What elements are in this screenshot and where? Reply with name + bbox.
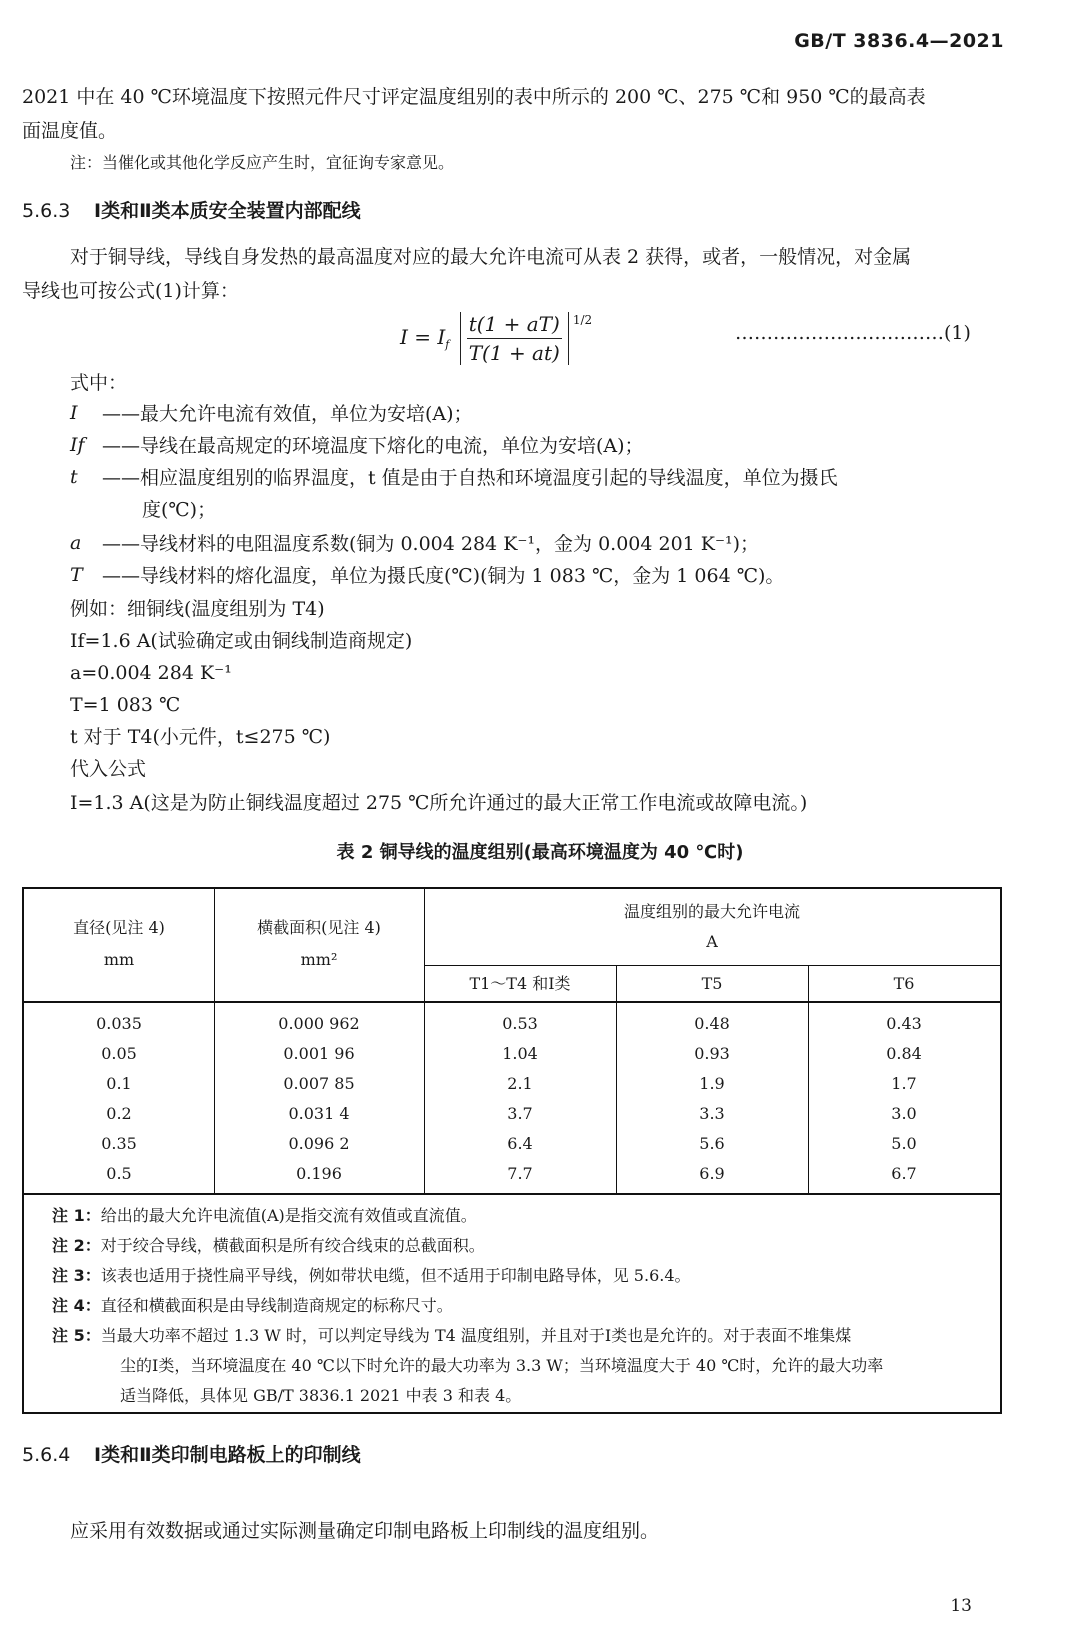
note-text: 对于绞合导线，横截面积是所有绞合线束的总截面积。 (100, 1236, 485, 1255)
note-label: 注 2： (52, 1236, 101, 1255)
intro-note: 注：当催化或其他化学反应产生时，宜征询专家意见。 (70, 153, 455, 172)
table-hline (24, 1001, 1000, 1003)
table-note-3 (52, 1261, 992, 1291)
formula-exponent: 1/2 (572, 313, 593, 327)
table-note-5-line-3: 适当降低，具体见 GB/T 3836.1 2021 中表 3 和表 4。 (120, 1386, 522, 1405)
table-cell: 0.48 (694, 1014, 730, 1033)
formula-fraction (460, 312, 569, 365)
table-note-5-line-2: 尘的Ⅰ类，当环境温度在 40 ℃以下时允许的最大功率为 3.3 W；当环境温度大于 40 ℃时，允许的最大功率 (120, 1356, 884, 1375)
table-cell: 2.1 (507, 1074, 533, 1093)
table-cell: 6.9 (699, 1164, 725, 1183)
table-cell: 0.000 962 (278, 1014, 360, 1033)
table-cell: 1.04 (502, 1044, 538, 1063)
note-text: 直径和横截面积是由导线制造商规定的标称尺寸。 (100, 1296, 453, 1315)
paragraph-line-2: 导线也可按公式(1)计算： (22, 280, 239, 302)
page-number: 13 (950, 1596, 972, 1616)
table-cell: 3.3 (699, 1104, 725, 1123)
table-cell: 0.001 96 (283, 1044, 355, 1063)
def-text-t-cont: 度(℃)； (142, 499, 217, 521)
table-cell: 0.35 (101, 1134, 137, 1153)
def-symbol-If: If (70, 434, 85, 456)
table-cell: 0.096 2 (288, 1134, 350, 1153)
example-line-3: a=0.004 284 K⁻¹ (70, 662, 232, 684)
table-2 (22, 887, 1002, 1414)
example-line-4: T=1 083 ℃ (70, 694, 181, 716)
table-cell: 5.0 (891, 1134, 917, 1153)
section-title: Ⅰ类和Ⅱ类印制电路板上的印制线 (94, 1444, 361, 1466)
table-note-4 (52, 1291, 992, 1321)
table-note-2 (52, 1231, 992, 1261)
intro-line-1: 2021 中在 40 ℃环境温度下按照元件尺寸评定温度组别的表中所示的 200 ℃、275 ℃和 950 ℃的最高表 (22, 86, 926, 108)
formula-1 (400, 312, 592, 365)
def-symbol-t: t (70, 466, 78, 488)
table-cell: 3.0 (891, 1104, 917, 1123)
table-cell: 0.05 (101, 1044, 137, 1063)
header-current: 温度组别的最大允许电流 (623, 902, 800, 921)
table-cell: 0.93 (694, 1044, 730, 1063)
def-symbol-a: a (70, 532, 82, 554)
where-label: 式中： (70, 372, 128, 394)
def-symbol-I: I (70, 402, 78, 424)
def-text-I: ——最大允许电流有效值，单位为安培(A)； (102, 403, 473, 425)
table-cell: 0.2 (106, 1104, 132, 1123)
table-2-title: 表 2 铜导线的温度组别(最高环境温度为 40 ℃时) (336, 842, 744, 863)
def-symbol-T: T (70, 564, 83, 586)
example-line-1: 例如：细铜线(温度组别为 T4) (70, 598, 325, 620)
table-cell: 0.196 (296, 1164, 342, 1183)
table-note-5 (52, 1321, 992, 1351)
note-text: 给出的最大允许电流值(A)是指交流有效值或直流值。 (100, 1206, 477, 1225)
table-cell: 7.7 (507, 1164, 533, 1183)
note-label: 注 1： (52, 1206, 101, 1225)
table-cell: 0.84 (886, 1044, 922, 1063)
formula-denominator: T(1 + at) (468, 341, 560, 365)
table-cell: 0.031 4 (288, 1104, 350, 1123)
def-text-If: ——导线在最高规定的环境温度下熔化的电流，单位为安培(A)； (102, 435, 644, 457)
header-diameter: 直径(见注 4) (73, 918, 165, 937)
example-line-6: 代入公式 (70, 758, 147, 780)
header-diameter-unit: mm (103, 950, 135, 969)
formula-lhs: I = I (400, 325, 446, 349)
section-title: Ⅰ类和Ⅱ类本质安全装置内部配线 (94, 200, 361, 222)
table-cell: 0.035 (96, 1014, 142, 1033)
table-cell: 1.9 (699, 1074, 725, 1093)
table-cell: 0.43 (886, 1014, 922, 1033)
note-text: 该表也适用于挠性扁平导线，例如带状电缆，但不适用于印制电路导体，见 5.6.4。 (100, 1266, 691, 1285)
table-cell: 3.7 (507, 1104, 533, 1123)
note-label: 注 3： (52, 1266, 101, 1285)
example-line-2: If=1.6 A(试验确定或由铜线制造商规定) (70, 630, 413, 652)
formula-numerator: t(1 + aT) (467, 312, 562, 339)
table-cell: 0.007 85 (283, 1074, 355, 1093)
formula-lhs-subscript: f (445, 338, 450, 351)
section-5-6-4-paragraph: 应采用有效数据或通过实际测量确定印制电路板上印制线的温度组别。 (70, 1520, 660, 1542)
section-number: 5.6.4 (22, 1444, 71, 1466)
table-cell: 0.1 (106, 1074, 132, 1093)
table-cell: 1.7 (891, 1074, 917, 1093)
table-cell: 6.4 (507, 1134, 533, 1153)
formula-number: ……………………………(1) (735, 322, 971, 344)
header-current-unit: A (706, 932, 718, 951)
note-text: 当最大功率不超过 1.3 W 时，可以判定导线为 T4 温度组别，并且对于Ⅰ类也是允许的。对于表面不堆集煤 (100, 1326, 852, 1345)
header-area: 横截面积(见注 4) (257, 918, 381, 937)
table-cell: 5.6 (699, 1134, 725, 1153)
table-hline (24, 1193, 1000, 1195)
example-line-5: t 对于 T4(小元件，t≤275 ℃) (70, 726, 331, 748)
section-5-6-4-heading (22, 1440, 361, 1467)
table-hline (424, 965, 1000, 966)
table-cell: 6.7 (891, 1164, 917, 1183)
def-text-T: ——导线材料的熔化温度，单位为摄氏度(℃)(铜为 1 083 ℃，金为 1 064 ℃)。 (102, 565, 785, 587)
section-5-6-3-heading (22, 196, 361, 223)
header-t5: T5 (701, 974, 723, 993)
table-cell: 0.5 (106, 1164, 132, 1183)
table-cell: 0.53 (502, 1014, 538, 1033)
standard-code: GB/T 3836.4—2021 (794, 30, 1004, 52)
note-label: 注 5： (52, 1326, 101, 1345)
header-t1-t4: T1～T4 和Ⅰ类 (469, 974, 571, 993)
section-number: 5.6.3 (22, 200, 71, 222)
header-area-unit: mm² (300, 950, 338, 969)
def-text-t: ——相应温度组别的临界温度，t 值是由于自热和环境温度引起的导线温度，单位为摄氏 (102, 467, 838, 489)
example-line-7: I=1.3 A(这是为防止铜线温度超过 275 ℃所允许通过的最大正常工作电流或故障电流。) (70, 792, 808, 814)
header-t6: T6 (893, 974, 915, 993)
table-note-1 (52, 1201, 992, 1231)
note-label: 注 4： (52, 1296, 101, 1315)
paragraph-line-1: 对于铜导线，导线自身发热的最高温度对应的最大允许电流可从表 2 获得，或者，一般情况，对金属 (70, 246, 912, 268)
def-text-a: ——导线材料的电阻温度系数(铜为 0.004 284 K⁻¹，金为 0.004 201 K⁻¹)； (102, 533, 760, 555)
intro-line-2: 面温度值。 (22, 120, 118, 142)
